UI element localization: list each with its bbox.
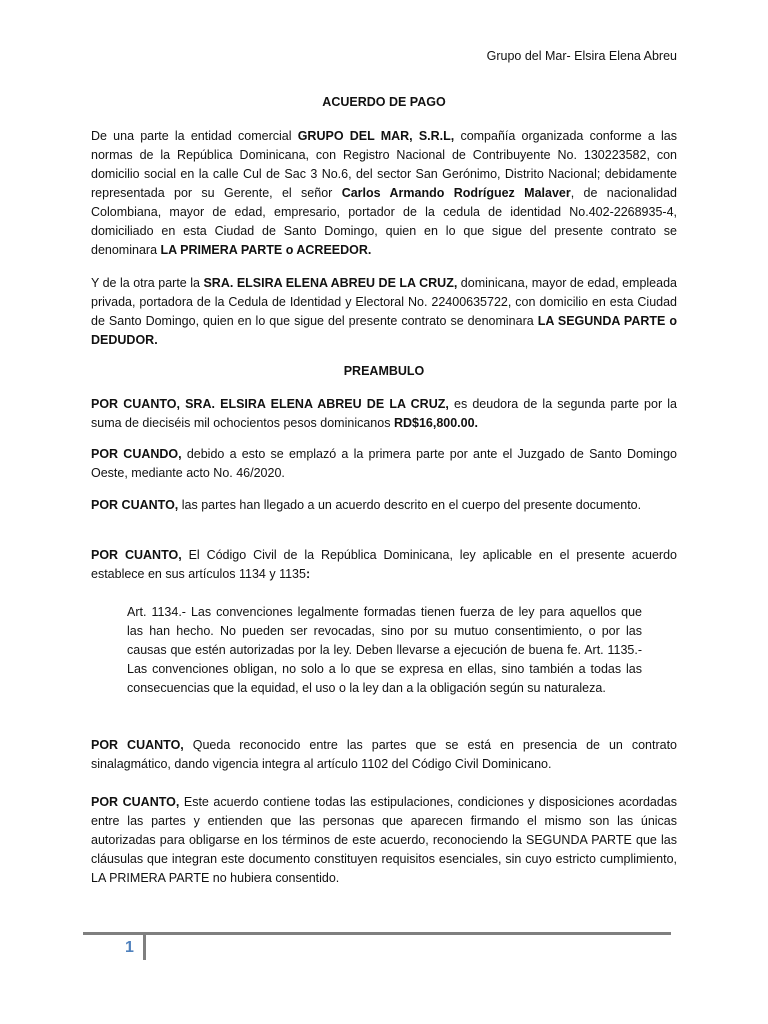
- document-title: ACUERDO DE PAGO: [322, 95, 446, 109]
- paragraph-synallagmatic: POR CUANTO, Queda reconocido entre las partes que se está en presencia de un contrato sinalagmático, dando vigencia integra al artículo 1102 del Código Civil Dominicano.: [91, 738, 677, 771]
- paragraph-civil-code: POR CUANTO, El Código Civil de la República Dominicana, ley aplicable en el presente acuerdo establece en sus artículos 1134 y 1135:: [91, 548, 677, 581]
- paragraph-first-party: De una parte la entidad comercial GRUPO DEL MAR, S.R.L, compañía organizada conforme a las normas de la República Dominicana, con Registro Nacional de Contribuyente No. 130223582, con domicilio social en la calle Cul de Sac 3 No.6, del sector San Gerónimo, Distrito Nacional; debidamente representada por su Gerente, el señor Carlos Armando Rodríguez Malaver, de nacionalidad Colombiana, mayor de edad, empresario, portador de la cedula de identidad No.402-2268935-4, domiciliado en esta Ciudad de Santo Domingo, quien en lo que sigue del presente contrato se denominara LA PRIMERA PARTE o ACREEDOR.: [91, 129, 677, 257]
- paragraph-stipulations: POR CUANTO, Este acuerdo contiene todas las estipulaciones, condiciones y disposiciones acordadas entre las partes y entienden que las personas que aparecen firmando el mismo son las únicas autorizadas para obligarse en los términos de este acuerdo, reconociendo la SEGUNDA PARTE que las cláusulas que integran este documento constituyen requisitos esenciales, sin cuyo estricto cumplimiento, LA PRIMERA PARTE no hubiera consentido.: [91, 795, 678, 885]
- paragraph-debt: POR CUANTO, SRA. ELSIRA ELENA ABREU DE LA CRUZ, es deudora de la segunda parte por la suma de dieciséis mil ochocientos pesos dominicanos RD$16,800.00.: [91, 397, 677, 430]
- page-number: 1: [125, 939, 134, 956]
- footer-rule: [83, 932, 671, 935]
- footer-divider: [143, 932, 146, 960]
- section-heading-preambulo: PREAMBULO: [343, 364, 425, 378]
- quote-articles: Art. 1134.- Las convenciones legalmente formadas tienen fuerza de ley para aquellos que las han hecho. No pueden ser revocadas, sino por su mutuo consentimiento, o por las causas que estén autorizadas por la ley. Deben llevarse a ejecución de buena fe. Art. 1135.- Las convenciones obligan, no solo a lo que se expresa en ellas, sino también a todas las consecuencias que la equidad, el uso o la ley dan a la obligación según su naturaleza.: [127, 605, 642, 696]
- paragraph-second-party: Y de la otra parte la SRA. ELSIRA ELENA ABREU DE LA CRUZ, dominicana, mayor de edad, empleada privada, portadora de la Cedula de Identidad y Electoral No. 22400635722, con domicilio en esta Ciudad de Santo Domingo, quien en lo que sigue del presente contrato se denominara LA SEGUNDA PARTE o DEDUDOR.: [91, 276, 677, 347]
- page-header: Grupo del Mar- Elsira Elena Abreu: [486, 49, 677, 63]
- paragraph-summons: POR CUANDO, debido a esto se emplazó a la primera parte por ante el Juzgado de Santo Domingo Oeste, mediante acto No. 46/2020.: [91, 447, 677, 480]
- paragraph-agreement: POR CUANTO, las partes han llegado a un acuerdo descrito en el cuerpo del presente documento.: [91, 498, 642, 512]
